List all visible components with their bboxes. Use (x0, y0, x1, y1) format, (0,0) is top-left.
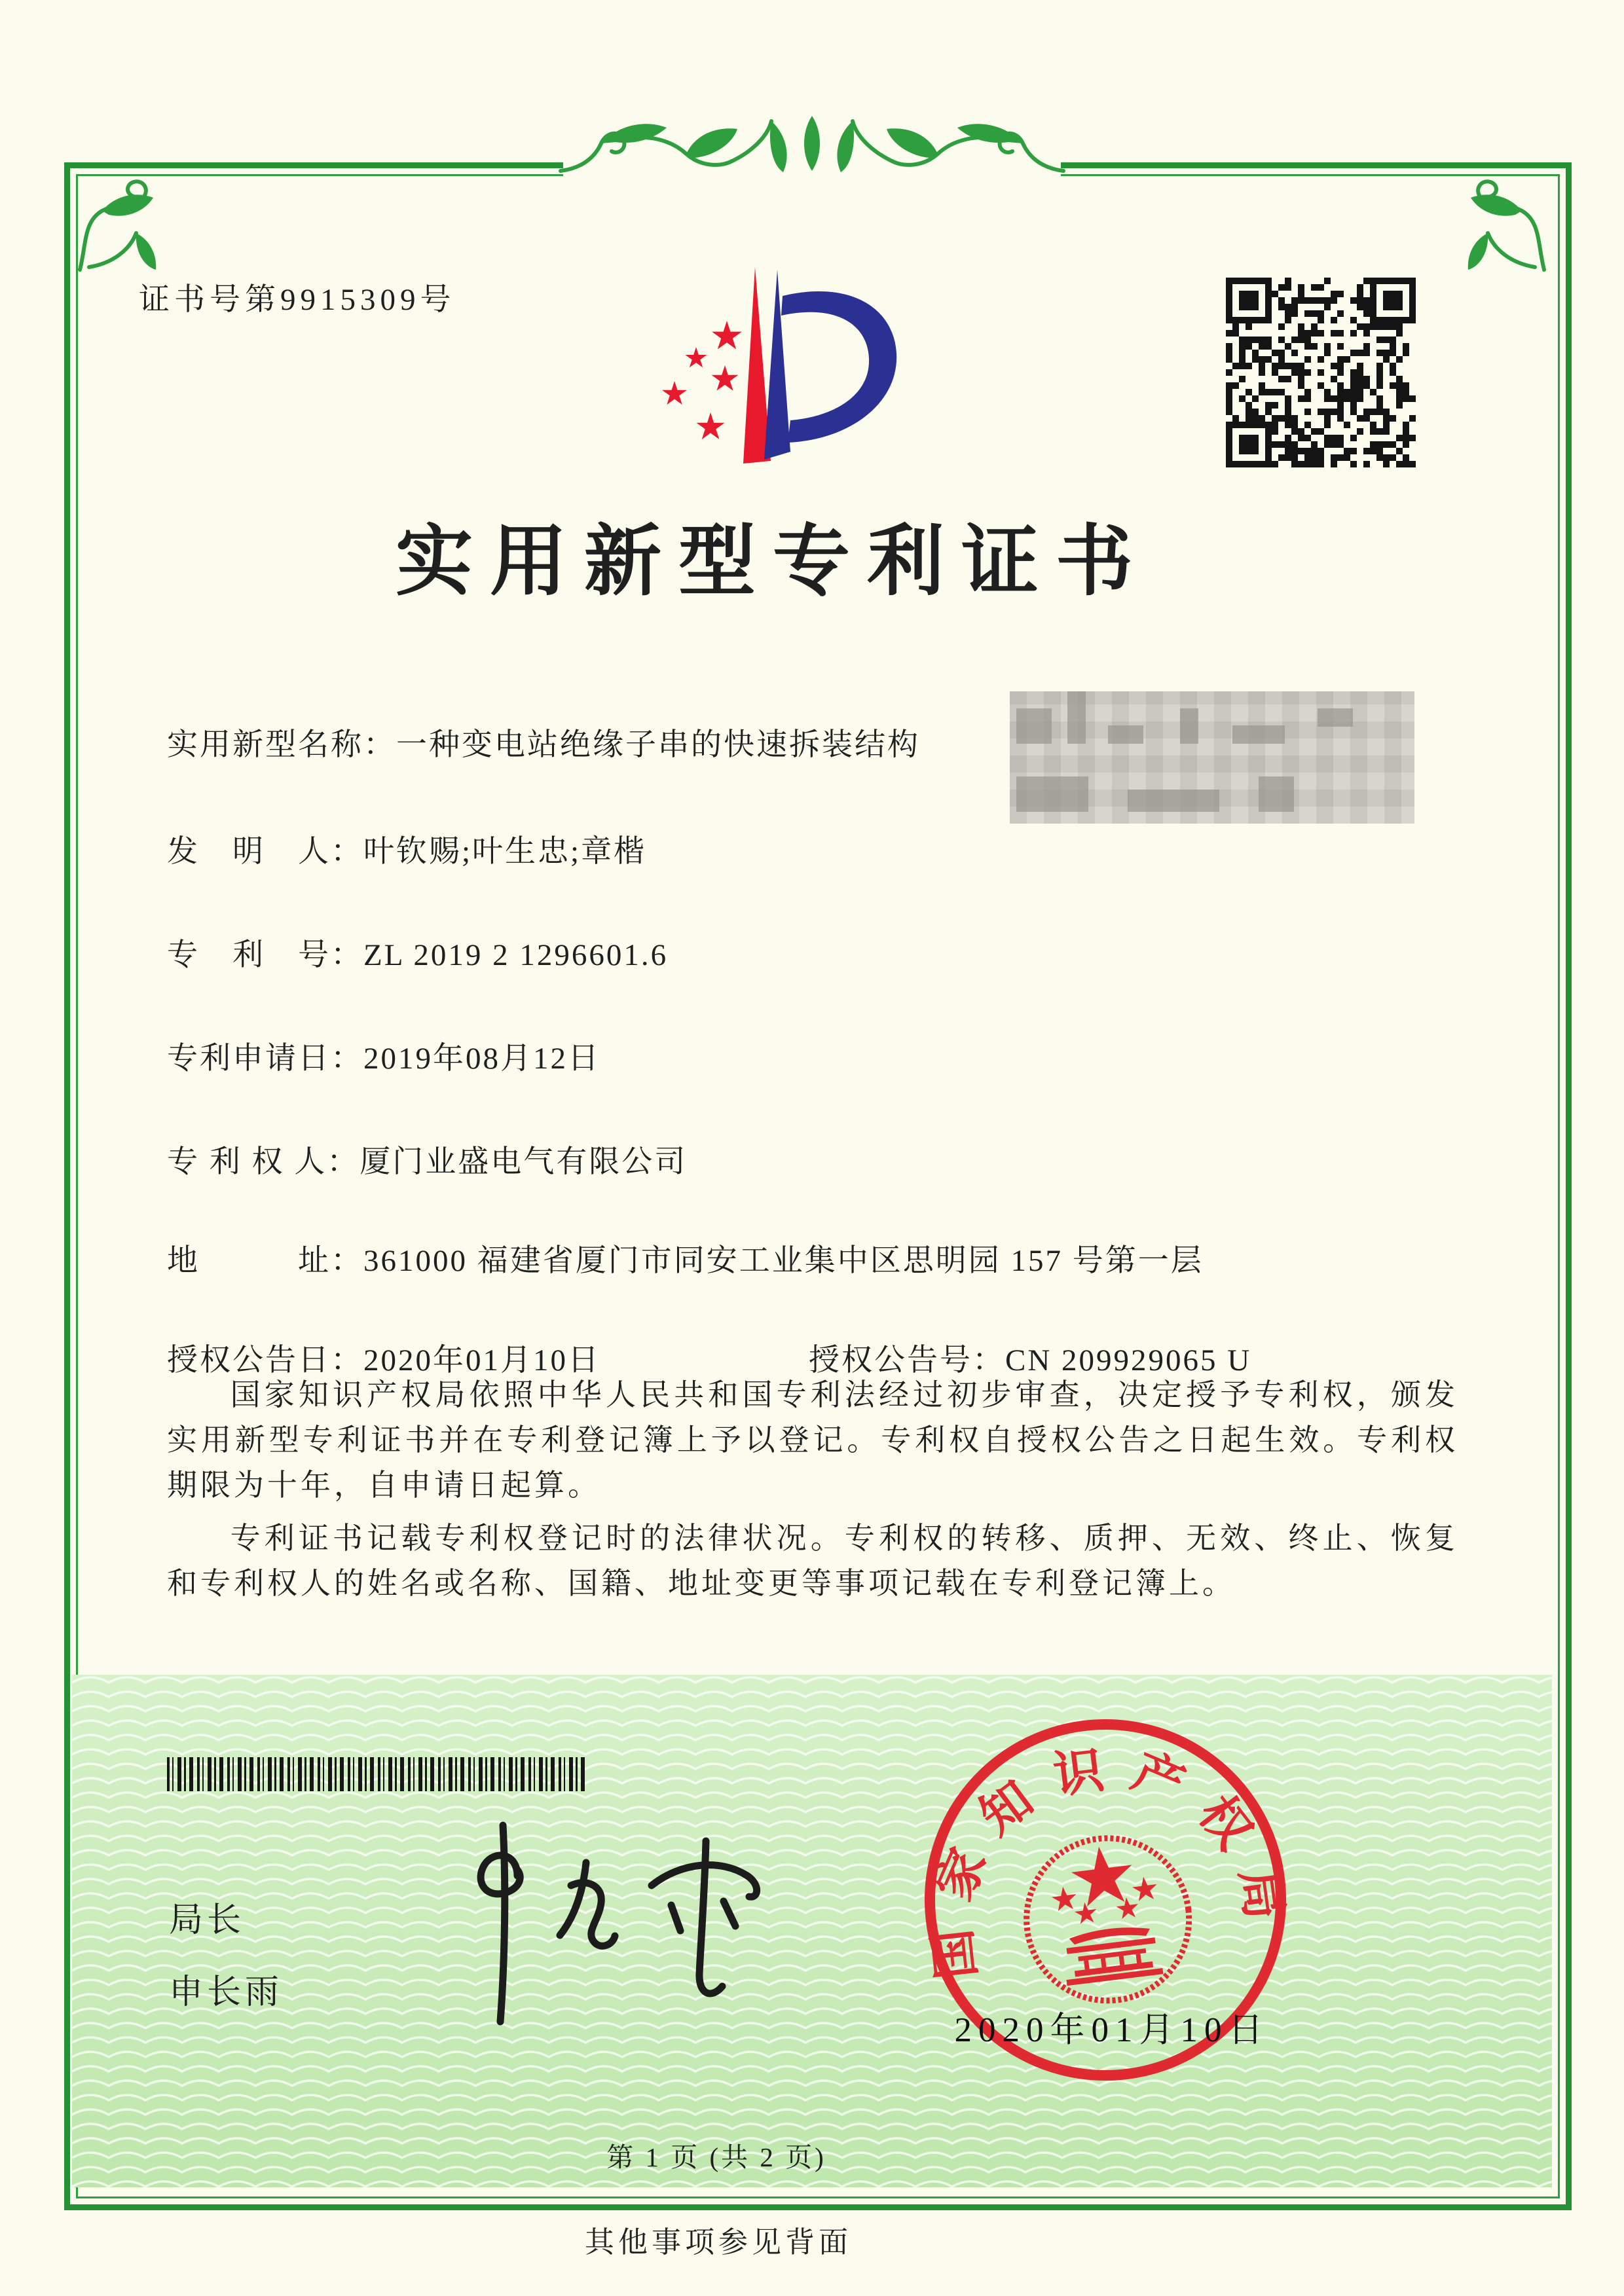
grant-number-label: 授权公告号： (809, 1343, 1005, 1377)
field-row-patentee (167, 1137, 1477, 1181)
field-row-patent-number (167, 930, 1477, 974)
field-label: 专 利 权 人： (167, 1145, 360, 1179)
back-note: 其他事项参见背面 (584, 2226, 852, 2259)
seal-date: 2020年01月10日 (954, 2011, 1270, 2049)
certificate-title: 实用新型专利证书 (395, 519, 1150, 605)
field-value: 厦门业盛电气有限公司 (360, 1145, 688, 1179)
paragraph-grant-statement: 国家知识产权局依照中华人民共和国专利法经过初步审查，决定授予专利权，颁发实用新型专利证书并在专利登记簿上予以登记。专利权自授权公告之日起生效。专利权期限为十年，自申请日起算。 (167, 1378, 1458, 1502)
field-row-address (167, 1236, 1477, 1280)
corner-flourish-top-left (73, 172, 178, 276)
grant-number: CN 209929065 U (1005, 1343, 1252, 1377)
field-label: 发 明 人： (167, 835, 363, 869)
field-row-inventors (167, 827, 1477, 871)
page-number: 第 1 页 (共 2 页) (606, 2142, 826, 2172)
field-label: 专利申请日： (167, 1042, 363, 1076)
grant-date-label: 授权公告日： (167, 1343, 363, 1377)
barcode (167, 1757, 586, 1791)
field-value: 2019年08月12日 (363, 1042, 600, 1076)
guilloche-waves (72, 1675, 1552, 2187)
field-value: 一种变电站绝缘子串的快速拆装结构 (396, 728, 920, 762)
director-title: 局长 (169, 1901, 246, 1939)
official-seal (887, 1681, 1325, 2119)
corner-flourish-top-right (1446, 172, 1551, 276)
field-value: 叶钦赐;叶生忠;章楷 (363, 835, 647, 869)
director-signature (419, 1813, 786, 2030)
field-value: ZL 2019 2 1296601.6 (363, 938, 669, 972)
paragraph-register-statement: 专利证书记载专利权登记时的法律状况。专利权的转移、质押、无效、终止、恢复和专利权人的姓名或名称、国籍、地址变更等事项记载在专利登记簿上。 (167, 1522, 1458, 1600)
national-emblem (1017, 1829, 1198, 2010)
guilloche-band (72, 1675, 1552, 2187)
director-name: 申长雨 (169, 1973, 284, 2011)
field-label: 专 利 号： (167, 938, 363, 972)
qr-code (1226, 278, 1416, 467)
field-label: 实用新型名称： (167, 728, 396, 762)
body-paragraphs (167, 1372, 1458, 1614)
seal-text: 国家知识产权局 (923, 1740, 1295, 1982)
top-ornament (544, 101, 1080, 232)
grant-date: 2020年01月10日 (363, 1343, 600, 1377)
field-label: 地 址： (167, 1244, 363, 1278)
certificate-number: 证书号第9915309号 (139, 283, 456, 317)
field-value: 361000 福建省厦门市同安工业集中区思明园 157 号第一层 (363, 1244, 1204, 1278)
field-row-filing-date (167, 1034, 1477, 1078)
cnipa-logo (619, 255, 907, 478)
field-row-name (167, 720, 1477, 764)
